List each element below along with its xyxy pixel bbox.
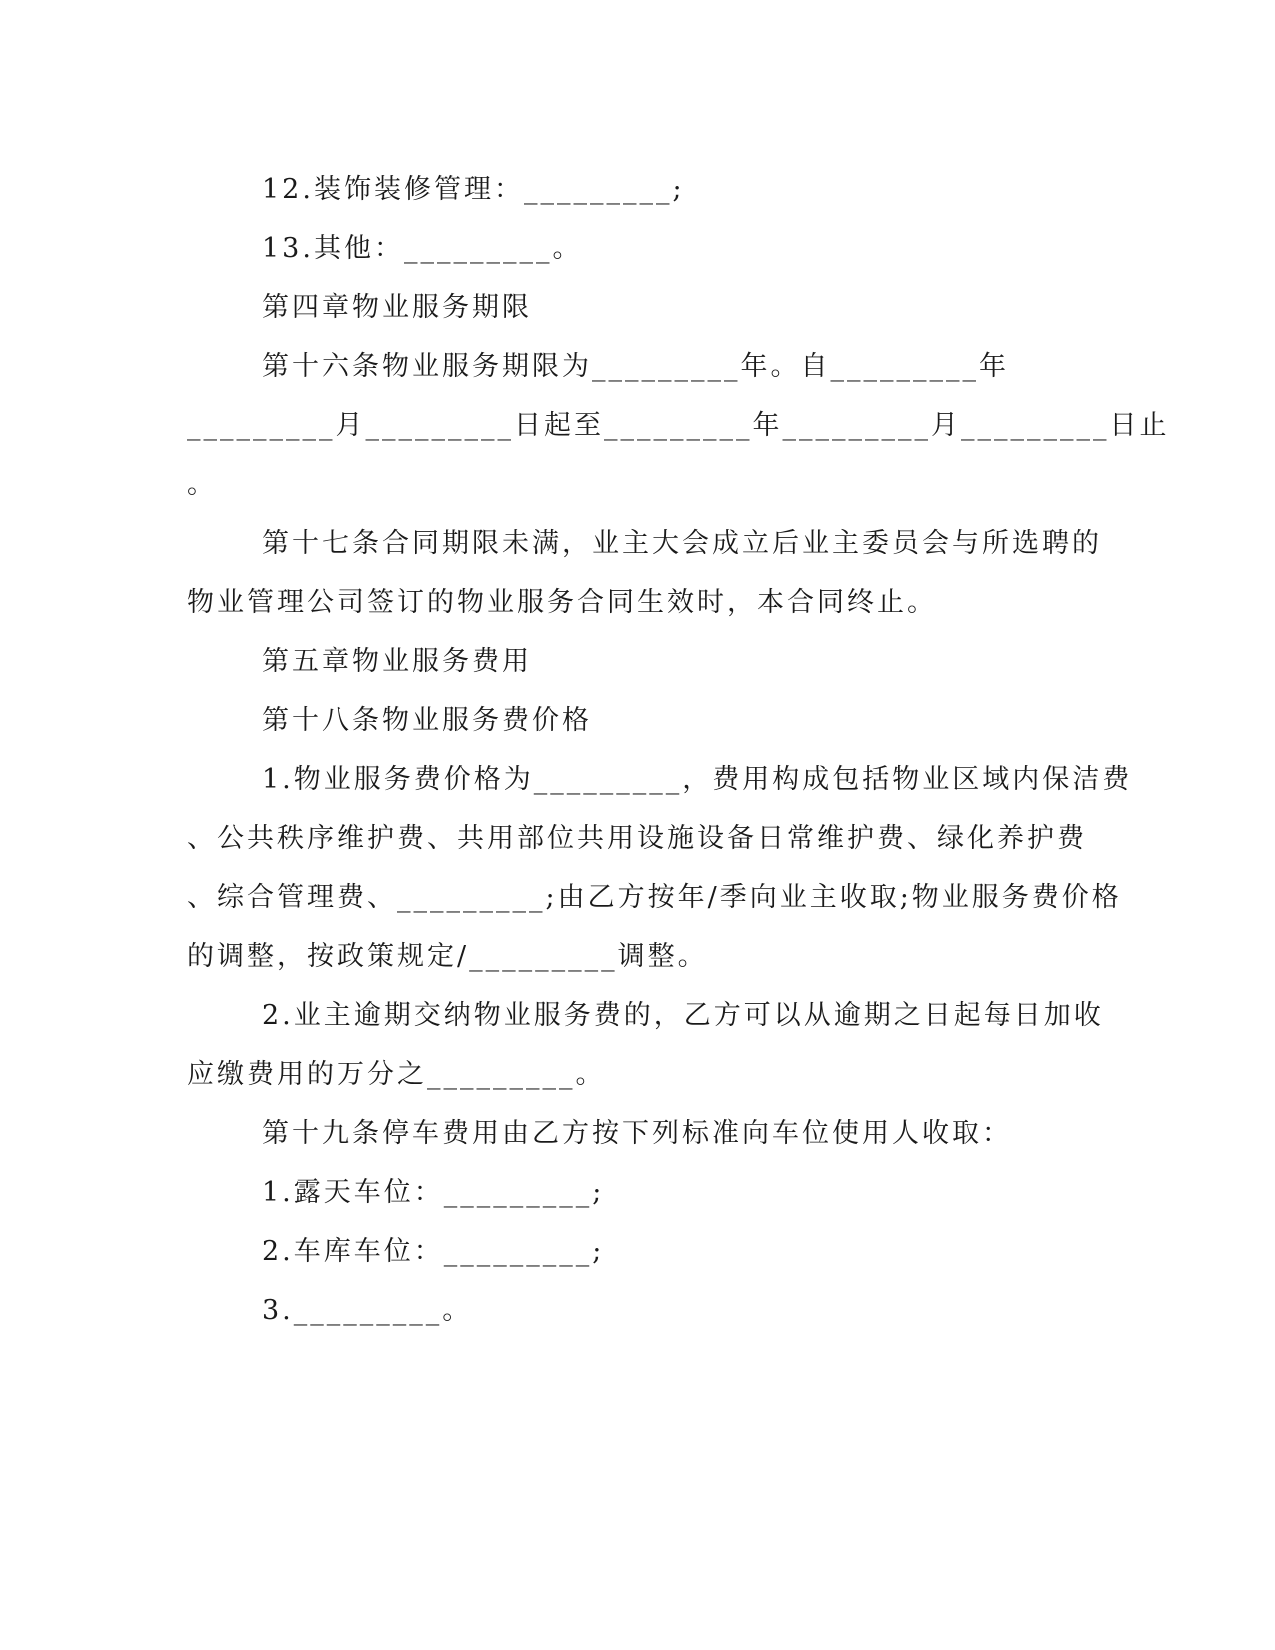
chapter-5-heading: 第五章物业服务费用 <box>262 646 532 677</box>
article-17-line-1: 第十七条合同期限未满，业主大会成立后业主委员会与所选聘的 <box>262 528 1102 559</box>
item-12-decoration-management: 12.装饰装修管理：_________; <box>262 174 685 205</box>
article-19-item-2: 2.车库车位：_________; <box>262 1236 605 1267</box>
article-18-item-1-line-1: 1.物业服务费价格为_________，费用构成包括物业区域内保洁费 <box>262 764 1133 795</box>
chapter-4-heading: 第四章物业服务期限 <box>262 292 532 323</box>
article-18-item-2-line-1: 2.业主逾期交纳物业服务费的，乙方可以从逾期之日起每日加收 <box>262 1000 1104 1031</box>
article-19-item-1: 1.露天车位：_________; <box>262 1177 605 1208</box>
article-18-item-1-line-4: 的调整，按政策规定/_________调整。 <box>187 941 708 972</box>
article-17-line-2: 物业管理公司签订的物业服务合同生效时，本合同终止。 <box>187 587 937 618</box>
article-16-line-3: 。 <box>187 469 217 500</box>
article-16-line-2: _________月_________日起至_________年_________月_________日止 <box>187 410 1170 441</box>
article-18-item-1-line-3: 、综合管理费、_________;由乙方按年/季向业主收取;物业服务费价格 <box>187 882 1122 913</box>
item-13-other: 13.其他：_________。 <box>262 233 583 264</box>
article-19-item-3: 3._________。 <box>262 1295 473 1326</box>
article-18-item-1-line-2: 、公共秩序维护费、共用部位共用设施设备日常维护费、绿化养护费 <box>187 823 1087 854</box>
article-18-item-2-line-2: 应缴费用的万分之_________。 <box>187 1059 606 1090</box>
article-16-line-1: 第十六条物业服务期限为_________年。自_________年 <box>262 351 1009 382</box>
article-18-heading: 第十八条物业服务费价格 <box>262 705 592 736</box>
article-19-heading: 第十九条停车费用由乙方按下列标准向车位使用人收取： <box>262 1118 1012 1149</box>
